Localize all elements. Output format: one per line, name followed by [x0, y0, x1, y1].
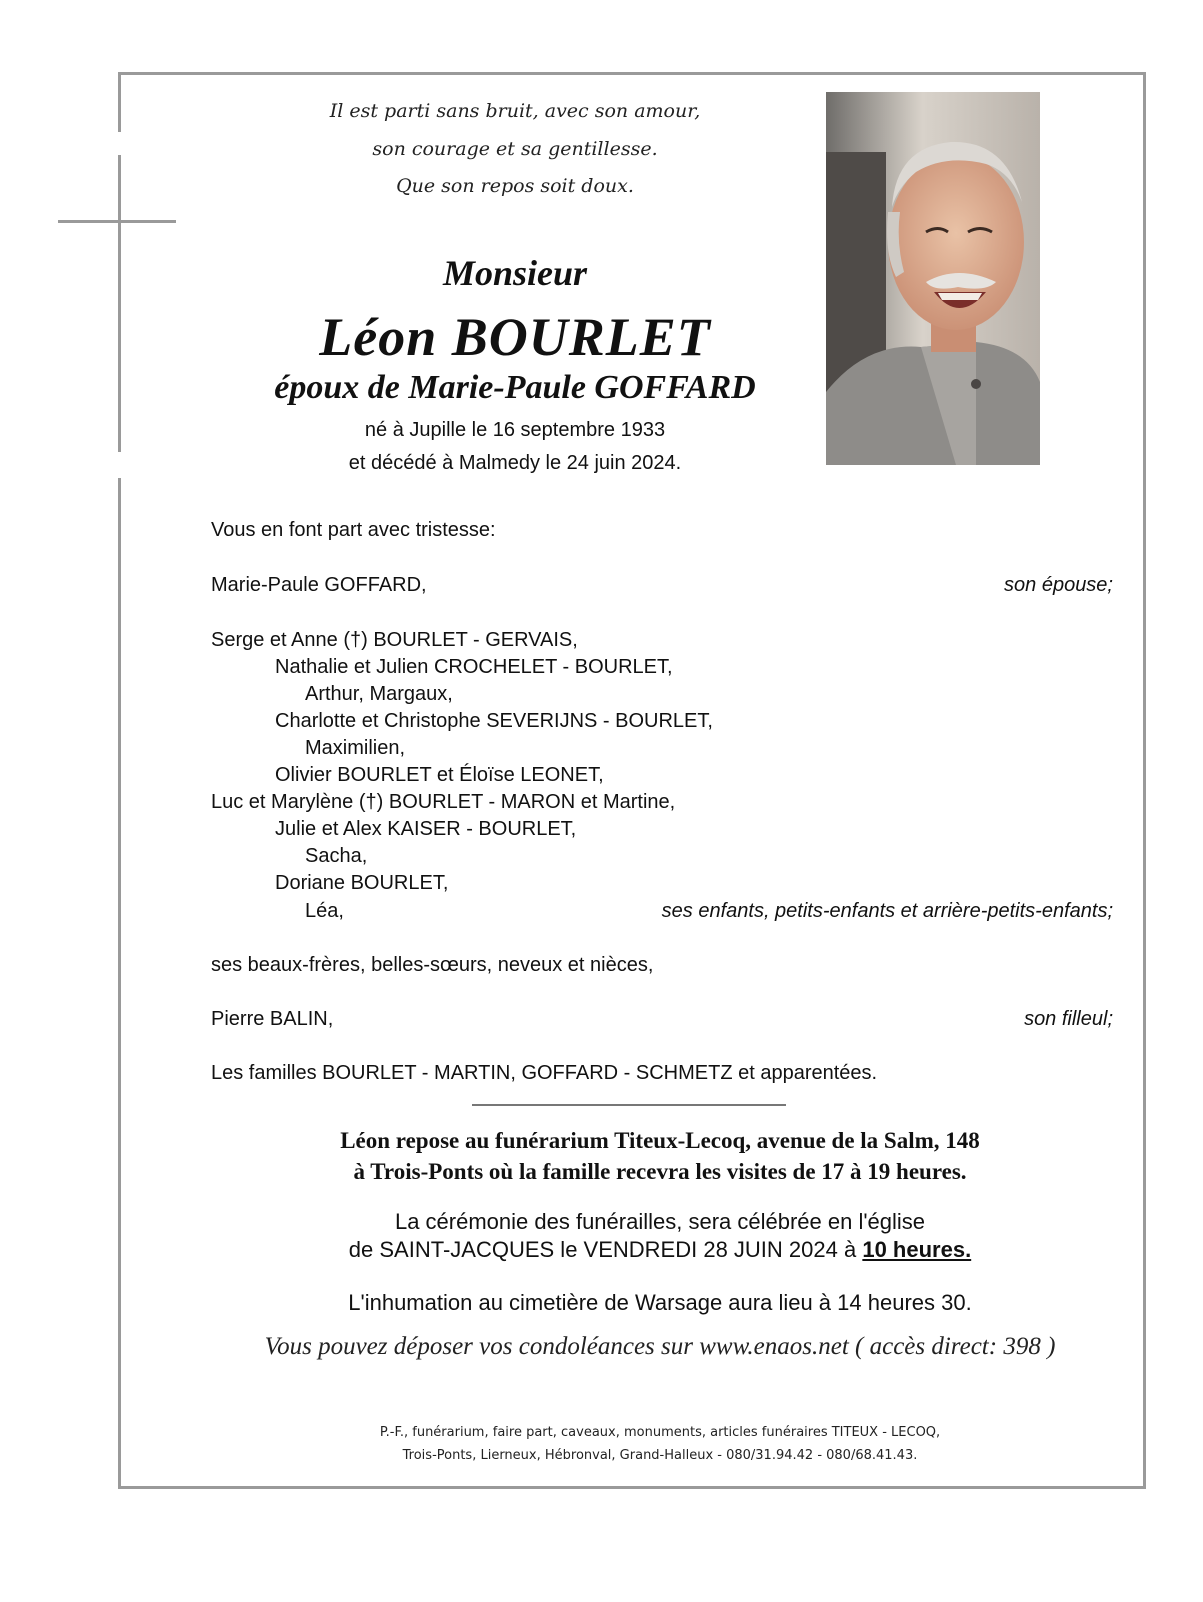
family-spouse-name: Marie-Paule GOFFARD,: [211, 574, 427, 596]
family-member: Charlotte et Christophe SEVERIJNS - BOURLET,: [275, 710, 713, 732]
ceremony-line-1: La cérémonie des funérailles, sera célébrée en l'église: [394, 1209, 926, 1234]
family-member: Maximilien,: [305, 737, 406, 759]
frame-top-border: [118, 72, 1146, 75]
section-divider: [472, 1104, 786, 1106]
verse-line: Que son repos soit doux.: [396, 175, 634, 197]
cross-top-arm: [118, 72, 121, 132]
rest-line-1: Léon repose au funérarium Titeux-Lecoq, avenue de la Salm, 148: [340, 1128, 980, 1153]
family-member: Sacha,: [305, 845, 368, 867]
in-laws-line: ses beaux-frères, belles-sœurs, neveux et nièces,: [211, 954, 654, 976]
footer-line-1: P.-F., funérarium, faire part, caveaux, monuments, articles funéraires TITEUX - LECOQ,: [379, 1425, 941, 1440]
intro-text: Vous en font part avec tristesse:: [211, 519, 496, 541]
burial-line: L'inhumation au cimetière de Warsage aura lieu à 14 heures 30.: [348, 1290, 972, 1315]
honorific-title: Monsieur: [442, 253, 588, 293]
portrait-photo: [826, 92, 1040, 465]
family-member: Léa,: [305, 900, 344, 922]
family-member: Julie et Alex KAISER - BOURLET,: [275, 818, 577, 840]
ceremony-line-2: [160, 1237, 1160, 1263]
family-member: Nathalie et Julien CROCHELET - BOURLET,: [275, 656, 673, 678]
deceased-name: Léon BOURLET: [319, 307, 711, 367]
family-member: Arthur, Margaux,: [305, 683, 453, 705]
death-line: et décédé à Malmedy le 24 juin 2024.: [348, 452, 682, 474]
family-member: Serge et Anne (†) BOURLET - GERVAIS,: [211, 629, 578, 651]
family-member: Doriane BOURLET,: [275, 872, 449, 894]
family-spouse-relation: son épouse;: [1004, 574, 1113, 596]
spouse-line: époux de Marie-Paule GOFFARD: [274, 369, 756, 406]
birth-line: né à Jupille le 16 septembre 1933: [364, 419, 666, 441]
cross-vertical: [118, 155, 121, 452]
family-member: Luc et Marylène (†) BOURLET - MARON et Martine,: [211, 791, 676, 813]
rest-line-2: à Trois-Ponts où la famille recevra les visites de 17 à 19 heures.: [353, 1159, 967, 1184]
godson-relation: son filleul;: [1024, 1008, 1113, 1030]
frame-bottom-border: [118, 1486, 1146, 1489]
ceremony-time: 10 heures.: [862, 1237, 972, 1262]
frame-right-border: [1143, 72, 1146, 1489]
families-line: Les familles BOURLET - MARTIN, GOFFARD - SCHMETZ et apparentées.: [211, 1062, 878, 1084]
cross-icon: [58, 220, 176, 223]
verse-line: Il est parti sans bruit, avec son amour,: [329, 100, 701, 122]
ceremony-date: de SAINT-JACQUES le VENDREDI 28 JUIN 2024 à: [348, 1237, 857, 1262]
verse-line: son courage et sa gentillesse.: [372, 138, 658, 160]
condolences-line: Vous pouvez déposer vos condoléances sur www.enaos.net ( accès direct: 398 ): [264, 1333, 1056, 1360]
godson-name: Pierre BALIN,: [211, 1008, 334, 1030]
footer-line-2: Trois-Ponts, Lierneux, Hébronval, Grand-Halleux - 080/31.94.42 - 080/68.41.43.: [402, 1448, 918, 1463]
family-member: Olivier BOURLET et Éloïse LEONET,: [275, 764, 604, 786]
children-relation: ses enfants, petits-enfants et arrière-petits-enfants;: [661, 900, 1113, 922]
frame-left-border: [118, 478, 121, 1489]
